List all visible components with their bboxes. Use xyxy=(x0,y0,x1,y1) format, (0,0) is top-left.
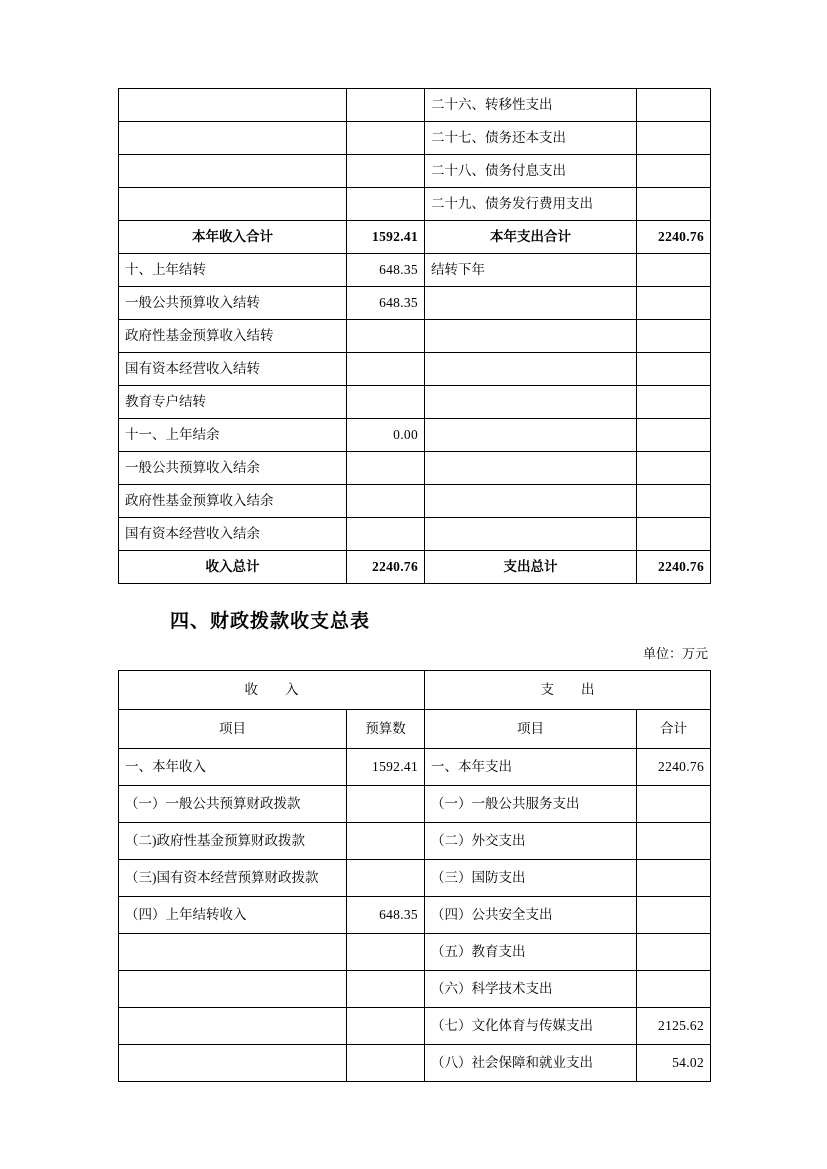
row-expense-label: 一、本年支出 xyxy=(425,749,637,786)
table-row xyxy=(119,254,711,287)
table-row xyxy=(119,860,711,897)
row-expense-value xyxy=(637,155,711,188)
row-income-label xyxy=(119,934,347,971)
header-expense: 支 出 xyxy=(425,671,711,710)
row-expense-value xyxy=(637,786,711,823)
row-expense-label xyxy=(425,353,637,386)
row-expense-value xyxy=(637,823,711,860)
row-income-value xyxy=(347,353,425,386)
row-income-value: 648.35 xyxy=(347,254,425,287)
row-income-label: 收入总计 xyxy=(119,551,347,584)
table-row xyxy=(119,419,711,452)
row-expense-value xyxy=(637,254,711,287)
row-income-value xyxy=(347,786,425,823)
row-expense-label: 二十六、转移性支出 xyxy=(425,89,637,122)
row-expense-label: 结转下年 xyxy=(425,254,637,287)
table-row xyxy=(119,1045,711,1082)
row-income-label: 政府性基金预算收入结余 xyxy=(119,485,347,518)
row-expense-label xyxy=(425,386,637,419)
col-item-right: 项目 xyxy=(425,710,637,749)
row-expense-label xyxy=(425,485,637,518)
row-income-label: （四）上年结转收入 xyxy=(119,897,347,934)
row-income-value xyxy=(347,518,425,551)
row-expense-label: （一）一般公共服务支出 xyxy=(425,786,637,823)
row-income-label xyxy=(119,188,347,221)
header-income: 收 入 xyxy=(119,671,425,710)
row-income-label: 一、本年收入 xyxy=(119,749,347,786)
row-income-label xyxy=(119,155,347,188)
row-expense-label xyxy=(425,419,637,452)
row-income-label: 教育专户结转 xyxy=(119,386,347,419)
table-row xyxy=(119,221,711,254)
row-expense-label: 二十七、债务还本支出 xyxy=(425,122,637,155)
table-row xyxy=(119,89,711,122)
row-income-value xyxy=(347,89,425,122)
row-expense-value xyxy=(637,353,711,386)
row-income-value xyxy=(347,452,425,485)
table-row xyxy=(119,485,711,518)
row-income-value xyxy=(347,971,425,1008)
table-row xyxy=(119,518,711,551)
row-income-value: 2240.76 xyxy=(347,551,425,584)
col-total: 合计 xyxy=(637,710,711,749)
row-income-label: 一般公共预算收入结余 xyxy=(119,452,347,485)
row-expense-value xyxy=(637,452,711,485)
row-income-value: 0.00 xyxy=(347,419,425,452)
table-header-row xyxy=(119,671,711,710)
row-expense-label: 本年支出合计 xyxy=(425,221,637,254)
row-expense-label xyxy=(425,452,637,485)
row-income-value: 1592.41 xyxy=(347,749,425,786)
table-subheader-row xyxy=(119,710,711,749)
row-income-label: 国有资本经营收入结转 xyxy=(119,353,347,386)
row-expense-value xyxy=(637,971,711,1008)
row-expense-label: （四）公共安全支出 xyxy=(425,897,637,934)
row-income-label xyxy=(119,89,347,122)
row-expense-value xyxy=(637,188,711,221)
table-row xyxy=(119,155,711,188)
row-expense-label: （五）教育支出 xyxy=(425,934,637,971)
row-expense-value xyxy=(637,419,711,452)
row-income-value: 1592.41 xyxy=(347,221,425,254)
row-expense-value xyxy=(637,485,711,518)
row-income-label xyxy=(119,1045,347,1082)
col-budget: 预算数 xyxy=(347,710,425,749)
income-expenditure-table-continued xyxy=(118,88,711,584)
row-income-value xyxy=(347,122,425,155)
row-income-label: 十、上年结转 xyxy=(119,254,347,287)
table-row xyxy=(119,1008,711,1045)
table-row xyxy=(119,386,711,419)
row-income-label: （二)政府性基金预算财政拨款 xyxy=(119,823,347,860)
row-income-value xyxy=(347,386,425,419)
row-expense-label xyxy=(425,287,637,320)
row-expense-value xyxy=(637,386,711,419)
row-income-label xyxy=(119,1008,347,1045)
row-expense-label xyxy=(425,320,637,353)
row-expense-value: 2125.62 xyxy=(637,1008,711,1045)
row-income-value xyxy=(347,934,425,971)
row-income-value: 648.35 xyxy=(347,897,425,934)
content-area xyxy=(118,88,710,1082)
row-income-label: （一）一般公共预算财政拨款 xyxy=(119,786,347,823)
col-item-left: 项目 xyxy=(119,710,347,749)
row-expense-value xyxy=(637,934,711,971)
table-row xyxy=(119,934,711,971)
table-row xyxy=(119,786,711,823)
unit-label: 单位：万元 xyxy=(642,646,708,661)
fiscal-appropriation-table xyxy=(118,670,711,1082)
row-income-label: （三)国有资本经营预算财政拨款 xyxy=(119,860,347,897)
row-expense-value xyxy=(637,89,711,122)
row-income-label: 十一、上年结余 xyxy=(119,419,347,452)
table-row xyxy=(119,897,711,934)
table-row xyxy=(119,188,711,221)
row-expense-label: （三）国防支出 xyxy=(425,860,637,897)
row-income-value xyxy=(347,485,425,518)
row-expense-value: 2240.76 xyxy=(637,749,711,786)
row-income-value xyxy=(347,188,425,221)
table-row xyxy=(119,122,711,155)
row-expense-value: 2240.76 xyxy=(637,551,711,584)
row-income-label xyxy=(119,122,347,155)
row-income-label: 本年收入合计 xyxy=(119,221,347,254)
row-income-value xyxy=(347,1008,425,1045)
row-income-label: 一般公共预算收入结转 xyxy=(119,287,347,320)
row-income-value xyxy=(347,155,425,188)
table-row xyxy=(119,287,711,320)
row-income-value: 648.35 xyxy=(347,287,425,320)
row-expense-value: 2240.76 xyxy=(637,221,711,254)
row-expense-label: （六）科学技术支出 xyxy=(425,971,637,1008)
row-expense-value: 54.02 xyxy=(637,1045,711,1082)
row-expense-value xyxy=(637,122,711,155)
table-row xyxy=(119,551,711,584)
row-expense-label: 二十九、债务发行费用支出 xyxy=(425,188,637,221)
row-income-label: 政府性基金预算收入结转 xyxy=(119,320,347,353)
row-expense-label: （八）社会保障和就业支出 xyxy=(425,1045,637,1082)
table-row xyxy=(119,320,711,353)
row-expense-label xyxy=(425,518,637,551)
section-title: 四、财政拨款收支总表 xyxy=(170,611,371,632)
row-income-label: 国有资本经营收入结余 xyxy=(119,518,347,551)
row-expense-value xyxy=(637,860,711,897)
row-income-value xyxy=(347,1045,425,1082)
row-expense-label: 二十八、债务付息支出 xyxy=(425,155,637,188)
row-expense-label: （七）文化体育与传媒支出 xyxy=(425,1008,637,1045)
row-expense-value xyxy=(637,320,711,353)
table-row xyxy=(119,823,711,860)
row-expense-label: （二）外交支出 xyxy=(425,823,637,860)
row-income-value xyxy=(347,320,425,353)
table-row xyxy=(119,353,711,386)
row-expense-value xyxy=(637,897,711,934)
row-expense-value xyxy=(637,287,711,320)
table-row xyxy=(119,452,711,485)
table-row xyxy=(119,749,711,786)
table-row xyxy=(119,971,711,1008)
row-expense-label: 支出总计 xyxy=(425,551,637,584)
row-expense-value xyxy=(637,518,711,551)
row-income-value xyxy=(347,860,425,897)
row-income-value xyxy=(347,823,425,860)
row-income-label xyxy=(119,971,347,1008)
